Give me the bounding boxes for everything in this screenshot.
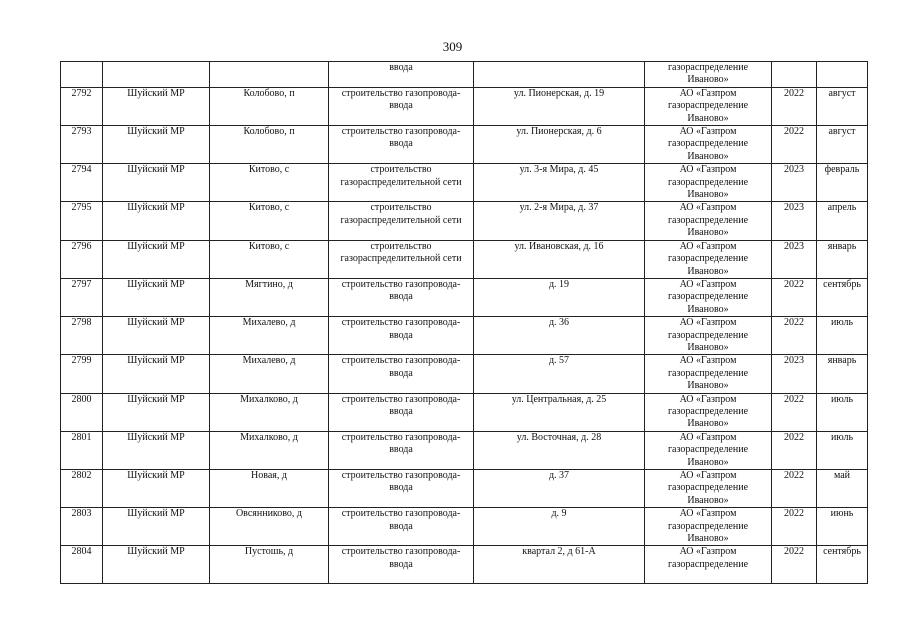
work-type-cell: строительство газопровода- ввода: [329, 126, 474, 164]
table-row: [61, 431, 868, 469]
organization-cell: АО «Газпром газораспределение Иваново»: [645, 317, 772, 355]
settlement-cell: Пустошь, д: [210, 546, 329, 584]
district-cell: Шуйский МР: [103, 202, 210, 240]
settlement-cell: Колобово, п: [210, 87, 329, 125]
row-number-cell: 2804: [61, 546, 103, 584]
work-type-cell: строительство газораспределительной сети: [329, 202, 474, 240]
month-cell: июль: [817, 393, 868, 431]
year-cell: 2023: [772, 202, 817, 240]
work-type-cell: строительство газопровода- ввода: [329, 393, 474, 431]
year-cell: 2023: [772, 355, 817, 393]
district-cell: Шуйский МР: [103, 126, 210, 164]
district-cell: Шуйский МР: [103, 355, 210, 393]
organization-cell: АО «Газпром газораспределение Иваново»: [645, 126, 772, 164]
organization-cell: АО «Газпром газораспределение Иваново»: [645, 164, 772, 202]
district-cell: Шуйский МР: [103, 317, 210, 355]
work-type-cell: строительство газопровода- ввода: [329, 87, 474, 125]
table-row: [61, 87, 868, 125]
year-cell: [772, 62, 817, 88]
table-row: [61, 126, 868, 164]
district-cell: Шуйский МР: [103, 431, 210, 469]
month-cell: апрель: [817, 202, 868, 240]
settlement-cell: Китово, с: [210, 164, 329, 202]
organization-cell: АО «Газпром газораспределение Иваново»: [645, 240, 772, 278]
year-cell: 2022: [772, 508, 817, 546]
district-cell: Шуйский МР: [103, 164, 210, 202]
table-row: [61, 62, 868, 88]
month-cell: январь: [817, 355, 868, 393]
work-type-cell: строительство газопровода- ввода: [329, 508, 474, 546]
row-number-cell: 2792: [61, 87, 103, 125]
year-cell: 2022: [772, 317, 817, 355]
year-cell: 2022: [772, 470, 817, 508]
address-cell: [474, 62, 645, 88]
month-cell: май: [817, 470, 868, 508]
organization-cell: АО «Газпром газораспределение Иваново»: [645, 87, 772, 125]
table-row: [61, 240, 868, 278]
district-cell: Шуйский МР: [103, 240, 210, 278]
year-cell: 2022: [772, 431, 817, 469]
settlement-cell: Михалево, д: [210, 317, 329, 355]
row-number-cell: 2797: [61, 278, 103, 316]
settlement-cell: [210, 62, 329, 88]
month-cell: сентябрь: [817, 278, 868, 316]
organization-cell: АО «Газпром газораспределение Иваново»: [645, 508, 772, 546]
table-body: [61, 62, 868, 584]
month-cell: август: [817, 87, 868, 125]
table-row: [61, 355, 868, 393]
row-number-cell: 2793: [61, 126, 103, 164]
organization-cell: АО «Газпром газораспределение Иваново»: [645, 278, 772, 316]
district-cell: Шуйский МР: [103, 508, 210, 546]
address-cell: д. 19: [474, 278, 645, 316]
work-type-cell: строительство газопровода- ввода: [329, 431, 474, 469]
work-type-cell: строительство газораспределительной сети: [329, 240, 474, 278]
settlement-cell: Китово, с: [210, 202, 329, 240]
table-row: [61, 278, 868, 316]
table-row: [61, 202, 868, 240]
table-row: [61, 317, 868, 355]
year-cell: 2022: [772, 87, 817, 125]
organization-cell: АО «Газпром газораспределение Иваново»: [645, 470, 772, 508]
row-number-cell: 2803: [61, 508, 103, 546]
address-cell: д. 37: [474, 470, 645, 508]
row-number-cell: [61, 62, 103, 88]
row-number-cell: 2798: [61, 317, 103, 355]
year-cell: 2022: [772, 278, 817, 316]
month-cell: август: [817, 126, 868, 164]
district-cell: Шуйский МР: [103, 87, 210, 125]
table-row: [61, 508, 868, 546]
month-cell: январь: [817, 240, 868, 278]
month-cell: июль: [817, 431, 868, 469]
work-type-cell: строительство газопровода- ввода: [329, 546, 474, 584]
settlement-cell: Новая, д: [210, 470, 329, 508]
organization-cell: газораспределение Иваново»: [645, 62, 772, 88]
address-cell: ул. Ивановская, д. 16: [474, 240, 645, 278]
row-number-cell: 2795: [61, 202, 103, 240]
year-cell: 2022: [772, 126, 817, 164]
settlement-cell: Колобово, п: [210, 126, 329, 164]
district-cell: Шуйский МР: [103, 278, 210, 316]
month-cell: июль: [817, 317, 868, 355]
address-cell: ул. Центральная, д. 25: [474, 393, 645, 431]
row-number-cell: 2799: [61, 355, 103, 393]
gasification-table: [60, 61, 868, 584]
row-number-cell: 2794: [61, 164, 103, 202]
year-cell: 2023: [772, 240, 817, 278]
year-cell: 2022: [772, 546, 817, 584]
table-row: [61, 470, 868, 508]
work-type-cell: строительство газопровода- ввода: [329, 470, 474, 508]
district-cell: Шуйский МР: [103, 546, 210, 584]
row-number-cell: 2796: [61, 240, 103, 278]
settlement-cell: Михалково, д: [210, 431, 329, 469]
address-cell: д. 57: [474, 355, 645, 393]
organization-cell: АО «Газпром газораспределение Иваново»: [645, 355, 772, 393]
month-cell: февраль: [817, 164, 868, 202]
year-cell: 2023: [772, 164, 817, 202]
row-number-cell: 2801: [61, 431, 103, 469]
month-cell: июнь: [817, 508, 868, 546]
row-number-cell: 2800: [61, 393, 103, 431]
settlement-cell: Мягтино, д: [210, 278, 329, 316]
month-cell: сентябрь: [817, 546, 868, 584]
work-type-cell: строительство газораспределительной сети: [329, 164, 474, 202]
month-cell: [817, 62, 868, 88]
work-type-cell: строительство газопровода- ввода: [329, 355, 474, 393]
work-type-cell: ввода: [329, 62, 474, 88]
row-number-cell: 2802: [61, 470, 103, 508]
organization-cell: АО «Газпром газораспределение Иваново»: [645, 431, 772, 469]
settlement-cell: Китово, с: [210, 240, 329, 278]
address-cell: квартал 2, д 61-А: [474, 546, 645, 584]
year-cell: 2022: [772, 393, 817, 431]
settlement-cell: Овсянниково, д: [210, 508, 329, 546]
address-cell: д. 36: [474, 317, 645, 355]
district-cell: [103, 62, 210, 88]
district-cell: Шуйский МР: [103, 393, 210, 431]
district-cell: Шуйский МР: [103, 470, 210, 508]
table-row: [61, 164, 868, 202]
address-cell: ул. Восточная, д. 28: [474, 431, 645, 469]
address-cell: ул. 3-я Мира, д. 45: [474, 164, 645, 202]
table-row: [61, 546, 868, 584]
work-type-cell: строительство газопровода- ввода: [329, 278, 474, 316]
organization-cell: АО «Газпром газораспределение: [645, 546, 772, 584]
page-number: 309: [442, 39, 463, 54]
table-row: [61, 393, 868, 431]
address-cell: ул. Пионерская, д. 6: [474, 126, 645, 164]
organization-cell: АО «Газпром газораспределение Иваново»: [645, 202, 772, 240]
settlement-cell: Михалево, д: [210, 355, 329, 393]
address-cell: д. 9: [474, 508, 645, 546]
address-cell: ул. 2-я Мира, д. 37: [474, 202, 645, 240]
address-cell: ул. Пионерская, д. 19: [474, 87, 645, 125]
settlement-cell: Михалково, д: [210, 393, 329, 431]
organization-cell: АО «Газпром газораспределение Иваново»: [645, 393, 772, 431]
work-type-cell: строительство газопровода- ввода: [329, 317, 474, 355]
